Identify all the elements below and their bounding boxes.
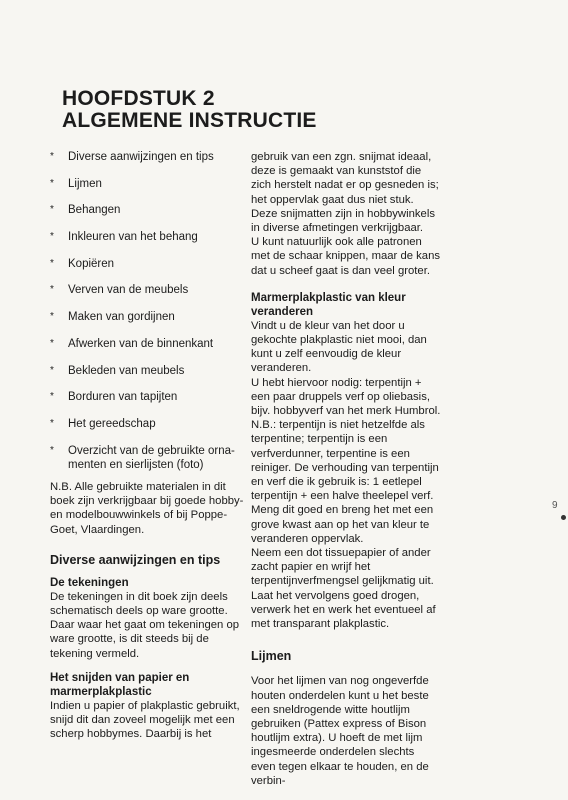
bullet-icon: * xyxy=(50,204,54,216)
subheading-tekeningen: De tekeningen xyxy=(50,576,129,589)
paragraph-kleur-3: Meng dit goed en breng het met een grove kwast aan op het van kleur te veranderen oppervlak. xyxy=(251,504,434,545)
contents-item xyxy=(50,150,240,164)
paragraph-lijmen: Voor het lijmen van nog ongeverfde houten onderdelen kunt u het beste een sneldrogende witte houtlijm gebruiken (Pattex express of Bison houtlijm extra). U hoeft de met lijm ingesmeerde onderdelen slechts even tegen elkaar te houden, en de verbin- xyxy=(251,675,429,787)
contents-item xyxy=(50,337,240,351)
contents-item-label: Behangen xyxy=(68,204,121,217)
contents-item xyxy=(50,230,240,244)
contents-list xyxy=(50,150,240,484)
chapter-title-line1: HOOFDSTUK 2 xyxy=(62,87,215,110)
contents-item-label: Bekleden van meubels xyxy=(68,364,185,377)
right-column xyxy=(251,150,441,788)
contents-item-label: Inkleuren van het behang xyxy=(68,231,198,244)
chapter-title-line2: ALGEMENE INSTRUCTIE xyxy=(62,109,317,132)
bullet-icon: * xyxy=(50,151,54,162)
paragraph-kleur-4: Neem een dot tissuepapier of ander zacht papier en wrijf het terpentijnverfmengsel gelijkmatig uit. xyxy=(251,547,434,588)
bullet-icon: * xyxy=(50,364,54,376)
section-heading-lijmen: Lijmen xyxy=(251,649,292,664)
contents-item-label: Het gereedschap xyxy=(68,417,156,430)
contents-item-label: Verven van de meubels xyxy=(68,284,189,297)
contents-item xyxy=(50,364,240,378)
contents-item xyxy=(50,310,240,324)
contents-item xyxy=(50,283,240,297)
contents-item xyxy=(50,444,240,472)
bullet-icon: * xyxy=(50,257,54,269)
contents-item-label: Overzicht van de gebruikte orna- menten en sierlijsten (foto) xyxy=(68,444,235,471)
contents-item-label: Afwerken van de binnenkant xyxy=(68,337,214,350)
contents-item xyxy=(50,390,240,404)
left-column xyxy=(50,480,248,741)
bullet-icon: * xyxy=(50,444,54,456)
page-number: 9 xyxy=(552,500,558,511)
bullet-icon: * xyxy=(50,231,54,243)
subheading-kleur: Marmerplakplastic van kleur veranderen xyxy=(251,291,406,318)
contents-item-label: Borduren van tapijten xyxy=(68,391,178,404)
contents-item-label: Kopiëren xyxy=(68,257,115,270)
contents-item xyxy=(50,417,240,431)
paragraph-schaar: U kunt natuurlijk ook alle patronen met de schaar knippen, maar de kans dat u scheef gaat is dan veel groter. xyxy=(251,236,441,277)
bullet-icon: * xyxy=(50,391,54,403)
contents-item xyxy=(50,203,240,217)
subheading-snijden: Het snijden van papier en marmerplakplastic xyxy=(50,671,190,698)
bullet-icon: * xyxy=(50,337,54,349)
contents-item-label: Diverse aanwijzingen en tips xyxy=(68,151,214,163)
bullet-icon: * xyxy=(50,417,54,429)
page-edge-mark xyxy=(561,515,566,520)
paragraph-snijmat: gebruik van een zgn. snijmat ideaal, deze is gemaakt van kunststof die zich herstelt nadat er op gesneden is; het oppervlak gaat dus niet stuk. Deze snijmatten zijn in hobbywinkels in diverse afmetingen verkrijgbaar. xyxy=(251,151,439,235)
paragraph-snijden: Indien u papier of plakplastic gebruikt, snijd dit dan zoveel mogelijk met een scherp hobbymes. Daarbij is het xyxy=(50,699,240,741)
chapter-title xyxy=(62,88,317,132)
bullet-icon: * xyxy=(50,177,54,189)
contents-item xyxy=(50,257,240,271)
section-heading-tips: Diverse aanwijzingen en tips xyxy=(50,552,221,567)
contents-item-label: Lijmen xyxy=(68,177,102,190)
paragraph-kleur-5: Laat het vervolgens goed drogen, verwerk het en werk het eventueel af met transparant plakplastic. xyxy=(251,589,436,631)
bullet-icon: * xyxy=(50,311,54,323)
nb-note: N.B. Alle gebruikte materialen in dit boek zijn verkrijgbaar bij goede hobby- en modelbouwwinkels of bij Poppe-Goet, Vlaardingen. xyxy=(50,481,244,536)
contents-item xyxy=(50,177,240,191)
bullet-icon: * xyxy=(50,284,54,296)
contents-item-label: Maken van gordijnen xyxy=(68,311,175,324)
paragraph-tekeningen: De tekeningen in dit boek zijn deels schematisch deels op ware grootte. Daar waar het gaat om tekeningen op ware grootte, is dit steeds bij de tekening vermeld. xyxy=(50,590,240,660)
paragraph-kleur-1: Vindt u de kleur van het door u gekochte plakplastic niet mooi, dan kunt u zelf eenvoudig de kleur veranderen. xyxy=(251,319,427,375)
paragraph-kleur-2: U hebt hiervoor nodig: terpentijn + een paar druppels verf op oliebasis, bijv. hobbyverf van het merk Humbrol. N.B.: terpentijn is niet hetzelfde als terpentine; terpentijn is een verfverdunner, terpentine is een reiniger. De verhouding van terpentijn en verf die ik gebruik is: 1 eetlepel terpentijn + een halve theelepel verf. xyxy=(251,376,441,503)
